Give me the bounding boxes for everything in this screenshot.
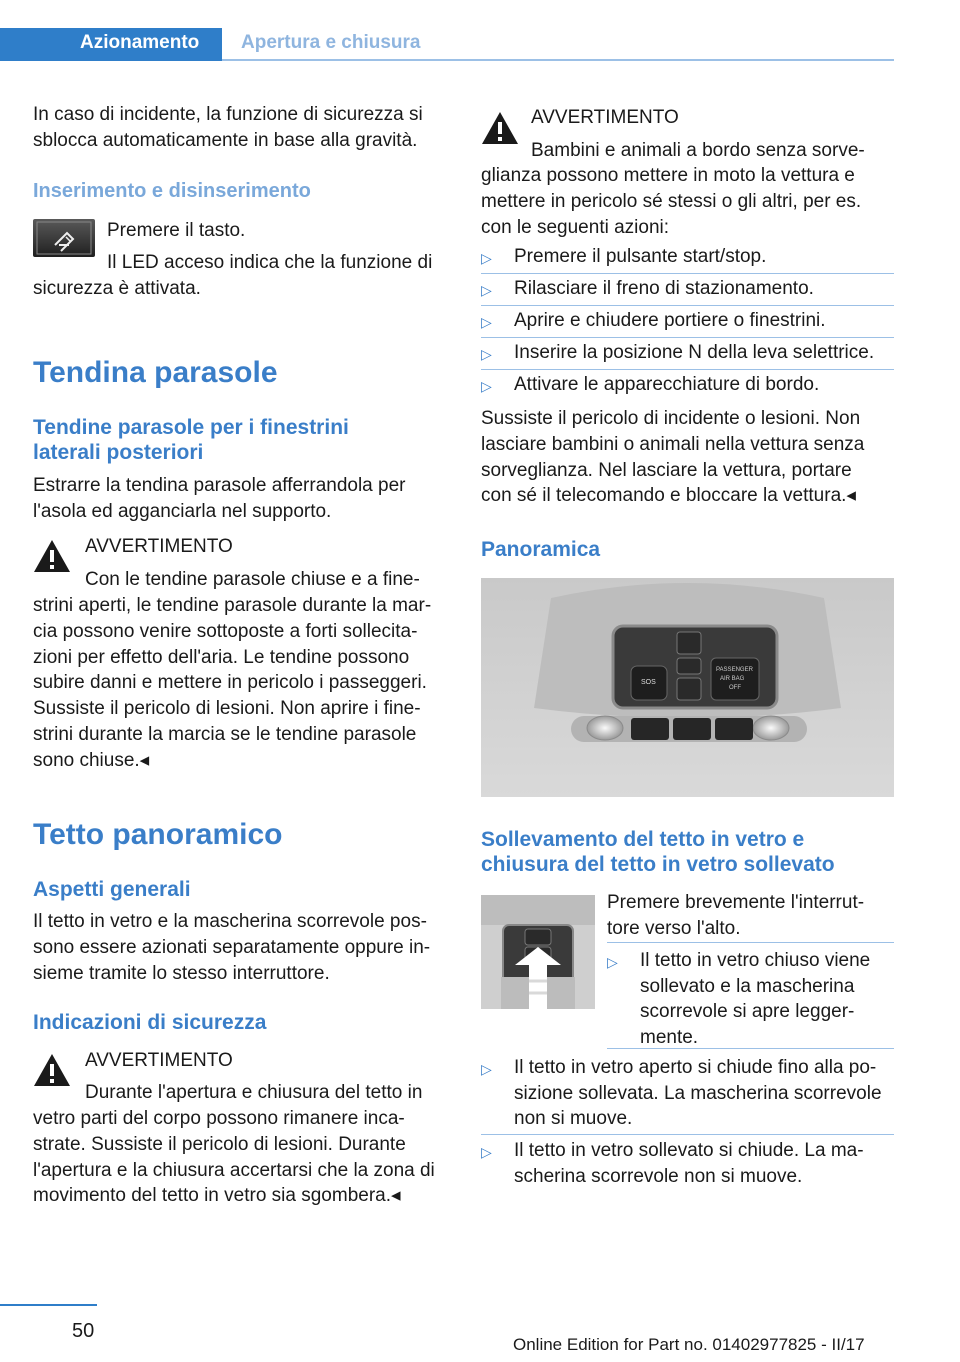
child-lock-button-image <box>33 219 95 257</box>
text-line: Il tetto in vetro sollevato si chiude. La ma- <box>514 1140 864 1161</box>
text-line: strini aperti, le tendine parasole durante la mar- <box>33 595 432 616</box>
overhead-panel-image <box>481 578 894 797</box>
text-line: scorrevole si apre legger- <box>640 1001 855 1022</box>
divider <box>481 305 894 306</box>
bullet-text: Premere il pulsante start/stop. <box>514 246 767 267</box>
text-line: sieme tramite lo stesso interruttore. <box>33 962 330 984</box>
bullet-triangle-icon: ▷ <box>481 346 492 362</box>
text-line: Il tetto in vetro chiuso viene <box>640 950 871 971</box>
heading-tendine-line1: Tendine parasole per i finestrini <box>33 416 349 439</box>
airbag-label: AIR BAG <box>720 676 745 682</box>
led-text-line2: sicurezza è attivata. <box>33 278 201 299</box>
text-line: strate. Sussiste il pericolo di lesioni. Durante <box>33 1133 406 1155</box>
bullet-triangle-icon: ▷ <box>481 314 492 330</box>
bullet-text: Rilasciare il freno di stazionamento. <box>514 278 814 299</box>
bullet-text: Aprire e chiudere portiere o finestrini. <box>514 310 826 331</box>
bullet-triangle-icon: ▷ <box>607 954 618 970</box>
bullet-triangle-icon: ▷ <box>481 378 492 394</box>
text-line: non si muove. <box>514 1108 633 1129</box>
text-line: sollevato e la mascherina <box>640 975 855 997</box>
warning-triangle-icon <box>33 538 71 574</box>
text-line: glianza possono mettere in moto la vettura e <box>481 165 855 186</box>
text-line: sono chiuse.◂ <box>33 749 150 771</box>
heading-aspetti-generali: Aspetti generali <box>33 878 191 901</box>
text-line: l'apertura e la chiusura accertarsi che la zona di <box>33 1159 435 1181</box>
divider <box>481 1134 894 1135</box>
divider <box>481 337 894 338</box>
bullet-triangle-icon: ▷ <box>481 250 492 266</box>
roof-switch-image <box>481 895 595 1009</box>
warning-triangle-icon <box>33 1052 71 1088</box>
text-line: scherina scorrevole non si muove. <box>514 1165 803 1187</box>
warning2-line1: Durante l'apertura e chiusura del tetto in <box>85 1082 423 1103</box>
text-line: mettere in pericolo sé stessi o gli altri, per es. <box>481 190 862 212</box>
divider <box>607 1048 894 1049</box>
section-label: Apertura e chiusura <box>241 32 421 53</box>
bullet-text: Inserire la posizione N della leva selettrice. <box>514 342 875 363</box>
heading-sollevamento-line2: chiusura del tetto in vetro sollevato <box>481 853 835 876</box>
premere-line1: Premere brevemente l'interrut- <box>607 892 865 913</box>
warning3-line1: Bambini e animali a bordo senza sorve- <box>531 140 865 161</box>
text-line: sono essere azionati separatamente oppure in- <box>33 936 431 958</box>
edition-text: Online Edition for Part no. 01402977825 - II/17 <box>513 1335 865 1354</box>
heading-indicazioni: Indicazioni di sicurezza <box>33 1011 267 1034</box>
warning3-title: AVVERTIMENTO <box>531 107 679 128</box>
divider <box>481 369 894 370</box>
text-line: mente. <box>640 1026 699 1048</box>
divider <box>481 273 894 274</box>
text-line: Sussiste il pericolo di incidente o lesioni. Non <box>481 408 861 429</box>
bullet-triangle-icon: ▷ <box>481 282 492 298</box>
text-line: Il tetto in vetro aperto si chiude fino alla po- <box>514 1057 877 1078</box>
child-lock-icon <box>33 219 95 257</box>
heading-tetto-panoramico: Tetto panoramico <box>33 818 283 851</box>
warning1-line1: Con le tendine parasole chiuse e a fine- <box>85 569 420 590</box>
text-line: subire danni e mettere in pericolo i passeggeri. <box>33 672 427 694</box>
footer-rule <box>0 1304 97 1306</box>
estrarre-line2: l'asola ed agganciarla nel supporto. <box>33 501 332 522</box>
chapter-tab <box>0 28 222 61</box>
chapter-label: Azionamento <box>80 32 200 53</box>
header-rule <box>222 59 894 61</box>
warning-triangle-icon <box>481 110 519 146</box>
divider <box>607 942 894 943</box>
text-line: sizione sollevata. La mascherina scorrevole <box>514 1082 882 1104</box>
text-line: sorveglianza. Nel lasciare la vettura, portare <box>481 459 852 481</box>
heading-tendine-line2: laterali posteriori <box>33 441 204 464</box>
premere-line2: tore verso l'alto. <box>607 918 741 939</box>
bullet-text: Attivare le apparecchiature di bordo. <box>514 374 820 395</box>
text-line: con le seguenti azioni: <box>481 216 670 238</box>
passenger-label: PASSENGER <box>716 667 753 673</box>
heading-panoramica: Panoramica <box>481 538 601 561</box>
off-label: OFF <box>729 685 741 691</box>
bullet-triangle-icon: ▷ <box>481 1061 492 1077</box>
text-line: vetro parti del corpo possono rimanere inca- <box>33 1108 405 1129</box>
text-line: Sussiste il pericolo di lesioni. Non aprire i fine- <box>33 698 421 720</box>
text-line: movimento del tetto in vetro sia sgombera.◂ <box>33 1185 401 1207</box>
warning1-title: AVVERTIMENTO <box>85 536 233 557</box>
text-line: strini durante la marcia se le tendine parasole <box>33 724 417 745</box>
sos-label: SOS <box>641 679 656 686</box>
text-line: zioni per effetto dell'aria. Le tendine possono <box>33 646 410 668</box>
heading-inserimento: Inserimento e disinserimento <box>33 180 311 202</box>
text-line: Il tetto in vetro e la mascherina scorrevole pos- <box>33 911 427 932</box>
led-text-line1: Il LED acceso indica che la funzione di <box>107 252 433 273</box>
press-text: Premere il tasto. <box>107 220 246 241</box>
text-line: con sé il telecomando e bloccare la vettura.◂ <box>481 485 856 507</box>
estrarre-line1: Estrarre la tendina parasole afferrandola per <box>33 475 406 496</box>
text-line: cia possono venire sottoposte a forti sollecita- <box>33 620 418 642</box>
heading-tendina-parasole: Tendina parasole <box>33 356 278 389</box>
heading-sollevamento-line1: Sollevamento del tetto in vetro e <box>481 828 805 851</box>
warning2-title: AVVERTIMENTO <box>85 1050 233 1071</box>
page-number: 50 <box>72 1320 95 1342</box>
text-line: lasciare bambini o animali nella vettura senza <box>481 433 865 455</box>
bullet-triangle-icon: ▷ <box>481 1144 492 1160</box>
intro-text: In caso di incidente, la funzione di sicurezza si sblocca automaticamente in base alla gravità. <box>33 104 423 151</box>
